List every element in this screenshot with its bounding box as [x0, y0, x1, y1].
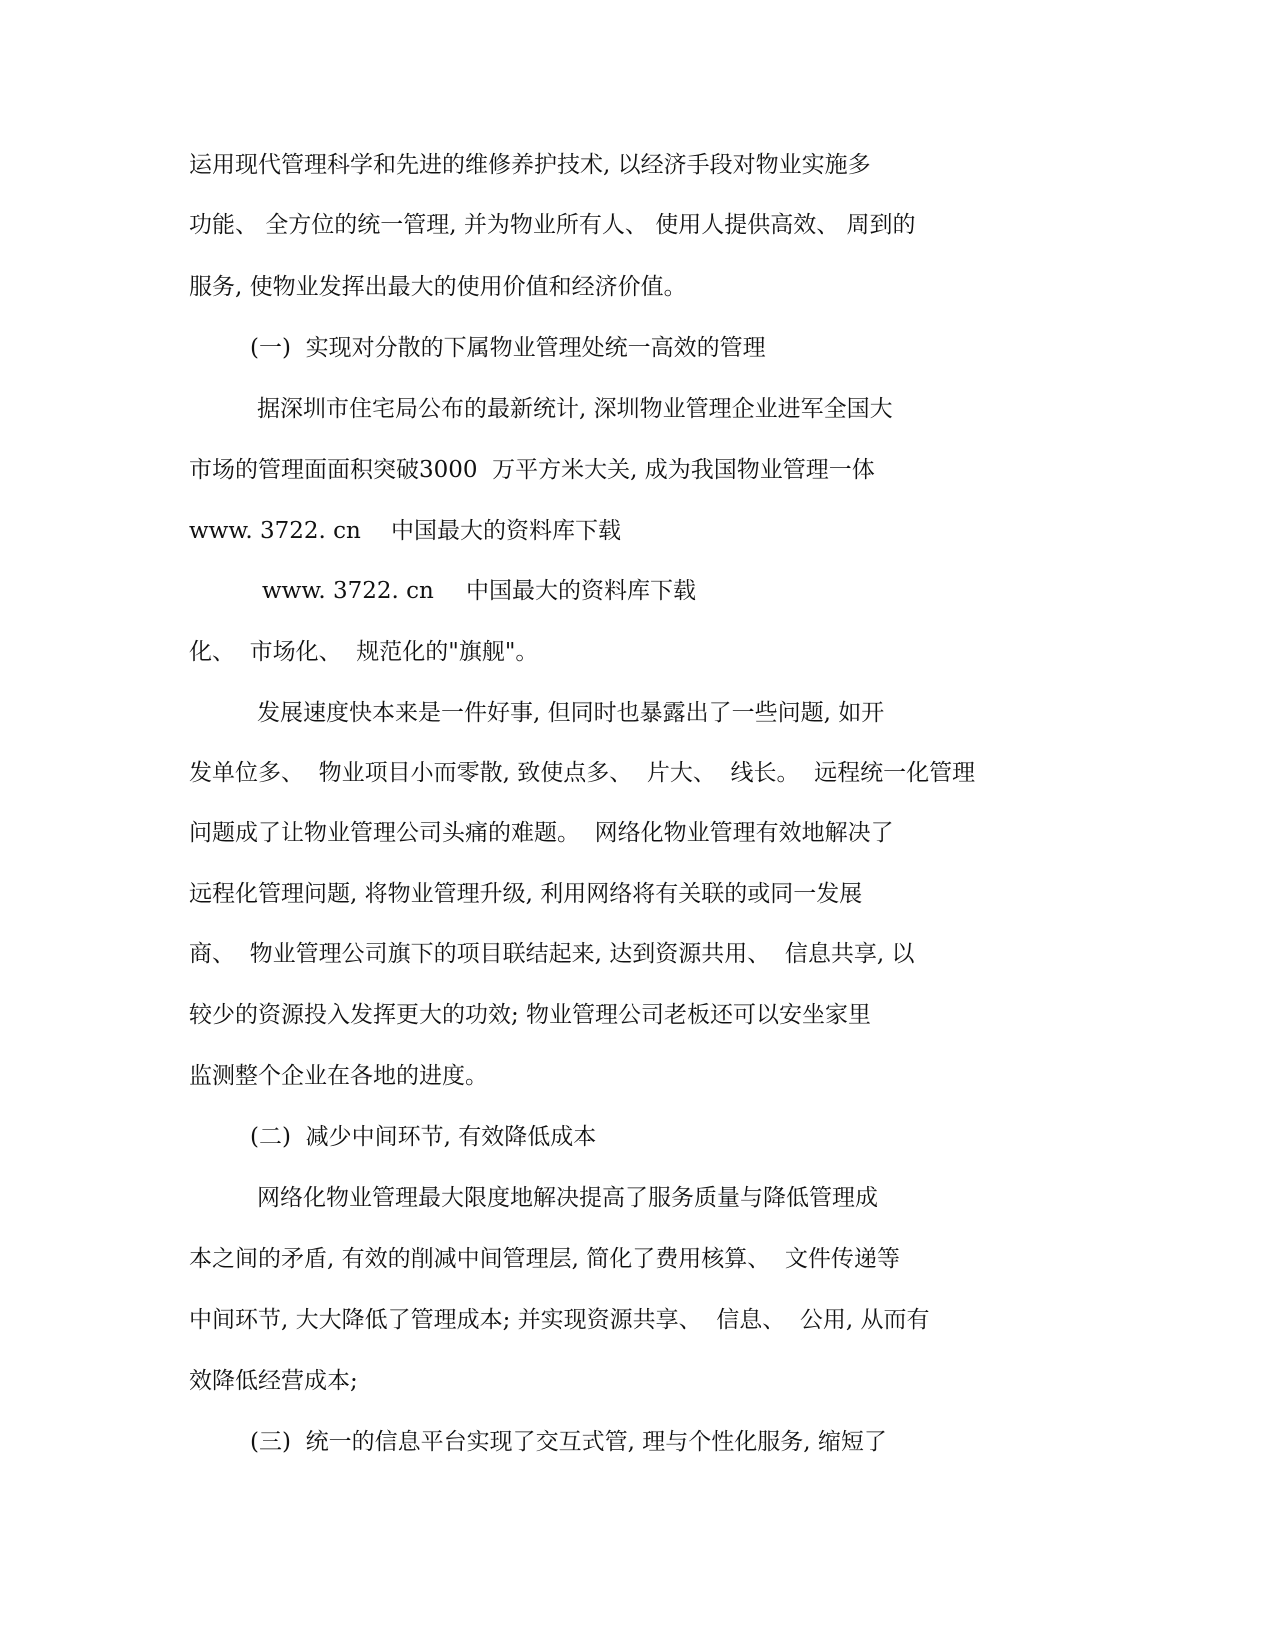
watermark-text: 中国最大的资料库下载 [391, 518, 621, 544]
paragraph-line: 市场的管理面面积突破3000 万平方米大关, 成为我国物业管理一体 [189, 457, 875, 483]
paragraph-line: 服务, 使物业发挥出最大的使用价值和经济价值。 [189, 274, 687, 300]
paragraph-line: 商、 物业管理公司旗下的项目联结起来, 达到资源共用、 信息共享, 以 [189, 941, 915, 967]
paragraph-line: 远程化管理问题, 将物业管理升级, 利用网络将有关联的或同一发展 [189, 881, 863, 907]
section-heading-2: (二) 减少中间环节, 有效降低成本 [250, 1124, 597, 1150]
section-heading-1: (一) 实现对分散的下属物业管理处统一高效的管理 [250, 335, 766, 361]
paragraph-line: 问题成了让物业管理公司头痛的难题。 网络化物业管理有效地解决了 [189, 820, 894, 846]
section-heading-3: (三) 统一的信息平台实现了交互式管, 理与个性化服务, 缩短了 [250, 1429, 887, 1455]
paragraph-line: 发展速度快本来是一件好事, 但同时也暴露出了一些问题, 如开 [257, 700, 885, 726]
paragraph-line: 监测整个企业在各地的进度。 [189, 1063, 488, 1089]
paragraph-line: 据深圳市住宅局公布的最新统计, 深圳物业管理企业进军全国大 [257, 396, 893, 422]
paragraph-line: 运用现代管理科学和先进的维修养护技术, 以经济手段对物业实施多 [189, 152, 871, 178]
paragraph-line: 网络化物业管理最大限度地解决提高了服务质量与降低管理成 [257, 1185, 878, 1211]
paragraph-line: 中间环节, 大大降低了管理成本; 并实现资源共享、 信息、 公用, 从而有 [189, 1307, 930, 1333]
paragraph-line: 本之间的矛盾, 有效的削减中间管理层, 简化了费用核算、 文件传递等 [189, 1246, 900, 1272]
paragraph-line: 发单位多、 物业项目小而零散, 致使点多、 片大、 线长。 远程统一化管理 [189, 760, 976, 786]
watermark-url: www. 3722. cn [262, 578, 434, 604]
watermark-url: www. 3722. cn [189, 518, 361, 544]
paragraph-line: 功能、 全方位的统一管理, 并为物业所有人、 使用人提供高效、 周到的 [189, 212, 916, 238]
watermark-text: 中国最大的资料库下载 [466, 578, 696, 604]
paragraph-line: 效降低经营成本; [189, 1368, 358, 1394]
paragraph-line: 较少的资源投入发挥更大的功效; 物业管理公司老板还可以安坐家里 [189, 1002, 872, 1028]
paragraph-line: 化、 市场化、 规范化的"旗舰"。 [189, 639, 539, 665]
